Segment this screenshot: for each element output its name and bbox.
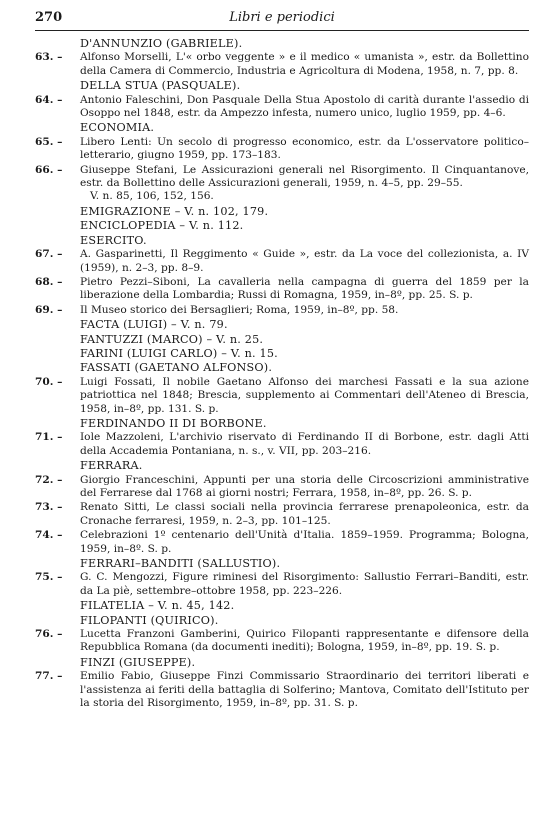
subject-heading: FACTA (LUIGI) – V. n. 79.: [80, 318, 228, 332]
entry-number: 66. –: [35, 163, 63, 176]
subject-heading: D'ANNUNZIO (GABRIELE).: [80, 37, 243, 50]
bibliography-entry: [35, 94, 529, 121]
entry-number: 74. –: [35, 529, 63, 542]
entry-text: Antonio Faleschini, Don Pasquale Della Stua Apostolo di carità durante l'assedio di Osoppo nel 1848, estr. da Ampezzo infesta, numero unico, luglio 1959, pp. 4–6.: [80, 93, 529, 120]
subject-heading: FARINI (LUIGI CARLO) – V. n. 15.: [80, 346, 278, 360]
subject-heading: FERRARI–BANDITI (SALLUSTIO).: [80, 557, 281, 571]
entry-number: 67. –: [35, 248, 63, 261]
subject-heading: FASSATI (GAETANO ALFONSO).: [80, 361, 273, 375]
bibliography-entry: [35, 571, 529, 598]
entry-number: 71. –: [35, 431, 63, 444]
entry-number: 73. –: [35, 501, 63, 514]
subject-heading: ENCICLOPEDIA – V. n. 112.: [80, 219, 244, 233]
running-title: Libri e periodici: [229, 10, 335, 25]
entry-text: G. C. Mengozzi, Figure riminesi del Risorgimento: Sallustio Ferrari–Banditi, estr. da La piè, settembre–ottobre 1958, pp. 223–226.: [80, 571, 529, 597]
entry-text: Alfonso Morselli, L'« orbo veggente » e il medico « umanista », estr. da Bollettino della Camera di Commercio, Industria e Agricoltura di Modena, 1958, n. 7, pp. 8.: [80, 51, 529, 77]
subject-heading: ECONOMIA.: [80, 121, 155, 135]
entry-number: 69. –: [35, 303, 63, 316]
cross-reference: V. n. 85, 106, 152, 156.: [90, 190, 214, 203]
bibliography-entry: [35, 136, 529, 163]
subject-heading: ESERCITO.: [80, 233, 147, 247]
bibliography-entry: [35, 529, 529, 556]
entry-number: 76. –: [35, 628, 63, 641]
bibliography-entry: [35, 501, 529, 528]
entry-text: Giorgio Franceschini, Appunti per una storia delle Circoscrizioni amministrative del Ferrarese dal 1768 ai giorni nostri; Ferrara, 1958, in–8º, pp. 26. S. p.: [80, 473, 529, 499]
entry-text: Luigi Fossati, Il nobile Gaetano Alfonso dei marchesi Fassati e la sua azione patriottica nel 1848; Brescia, supplemento ai Commentari dell'Ateneo di Brescia, 1958, in–8º, pp. 131. S. p.: [80, 375, 529, 415]
entry-text: Lucetta Franzoni Gamberini, Quirico Filopanti rappresentante e difensore della Repubblica Romana (da documenti inediti); Bologna, 1959, in–8º, pp. 19. S. p.: [80, 628, 529, 654]
subject-heading: FILOPANTI (QUIRICO).: [80, 613, 219, 627]
subject-heading: FILATELIA – V. n. 45, 142.: [80, 599, 235, 613]
entry-number: 70. –: [35, 375, 63, 388]
entry-text: Renato Sitti, Le classi sociali nella provincia ferrarese prenapoleonica, estr. da Cronache ferraresi, 1959, n. 2–3, pp. 101–125.: [80, 501, 529, 527]
subject-heading: FANTUZZI (MARCO) – V. n. 25.: [80, 332, 264, 346]
entry-number: 64. –: [35, 93, 63, 106]
bibliography-entry: [35, 474, 529, 501]
page-number: 270: [35, 10, 63, 25]
bibliography-entry: [35, 376, 529, 416]
entry-number: 65. –: [35, 135, 63, 148]
bibliography-entry: [35, 628, 529, 655]
entry-number: 72. –: [35, 473, 63, 486]
entry-number: 68. –: [35, 275, 63, 288]
subject-heading: FINZI (GIUSEPPE).: [80, 655, 196, 669]
subject-heading: DELLA STUA (PASQUALE).: [80, 79, 241, 93]
bibliography-entry: [35, 670, 529, 710]
entry-number: 75. –: [35, 571, 63, 584]
bibliography-entry: [35, 431, 529, 458]
bibliography-entry: [35, 51, 529, 78]
bibliography-entry: [35, 304, 529, 317]
page-header: [35, 8, 529, 31]
entry-text: Pietro Pezzi–Siboni, La cavalleria nella campagna di guerra del 1859 per la liberazione della Lombardia; Russi di Romagna, 1959, in–8º, pp. 25. S. p.: [80, 275, 529, 302]
entry-text: Il Museo storico dei Bersaglieri; Roma, 1959, in–8º, pp. 58.: [80, 303, 399, 316]
bibliography-entry: [35, 164, 529, 204]
entry-text: A. Gasparinetti, Il Reggimento « Guide », estr. da La voce del collezionista, a. IV (1959), n. 2–3, pp. 8–9.: [80, 248, 529, 274]
subject-heading: FERRARA.: [80, 459, 143, 473]
subject-heading: EMIGRAZIONE – V. n. 102, 179.: [80, 204, 269, 218]
entry-text: Iole Mazzoleni, L'archivio riservato di Ferdinando II di Borbone, estr. dagli Atti della Accademia Pontaniana, n. s., v. VII, pp. 203–216.: [80, 431, 529, 457]
bibliography-entry: [35, 248, 529, 275]
bibliography-list: [35, 36, 529, 711]
entry-text: Libero Lenti: Un secolo di progresso economico, estr. da L'osservatore politico–letterario, giugno 1959, pp. 173–183.: [80, 135, 529, 162]
entry-text: Emilio Fabio, Giuseppe Finzi Commissario Straordinario dei territori liberati e l'assistenza ai feriti della battaglia di Solferino; Mantova, Comitato dell'Istituto per la storia del Risorgimento, 1959, in–8º, pp. 31. S. p.: [80, 670, 529, 710]
subject-heading: FERDINANDO II DI BORBONE.: [80, 416, 267, 430]
entry-text: Celebrazioni 1º centenario dell'Unità d'Italia. 1859–1959. Programma; Bologna, 1959, in–8º. S. p.: [80, 529, 529, 555]
entry-number: 77. –: [35, 670, 63, 683]
bibliography-entry: [35, 276, 529, 303]
entry-number: 63. –: [35, 51, 63, 64]
entry-text: Giuseppe Stefani, Le Assicurazioni generali nel Risorgimento. Il Cinquantanove, estr. da Bollettino delle Assicurazioni generali, 1959, n. 4–5, pp. 29–55.: [80, 163, 529, 190]
